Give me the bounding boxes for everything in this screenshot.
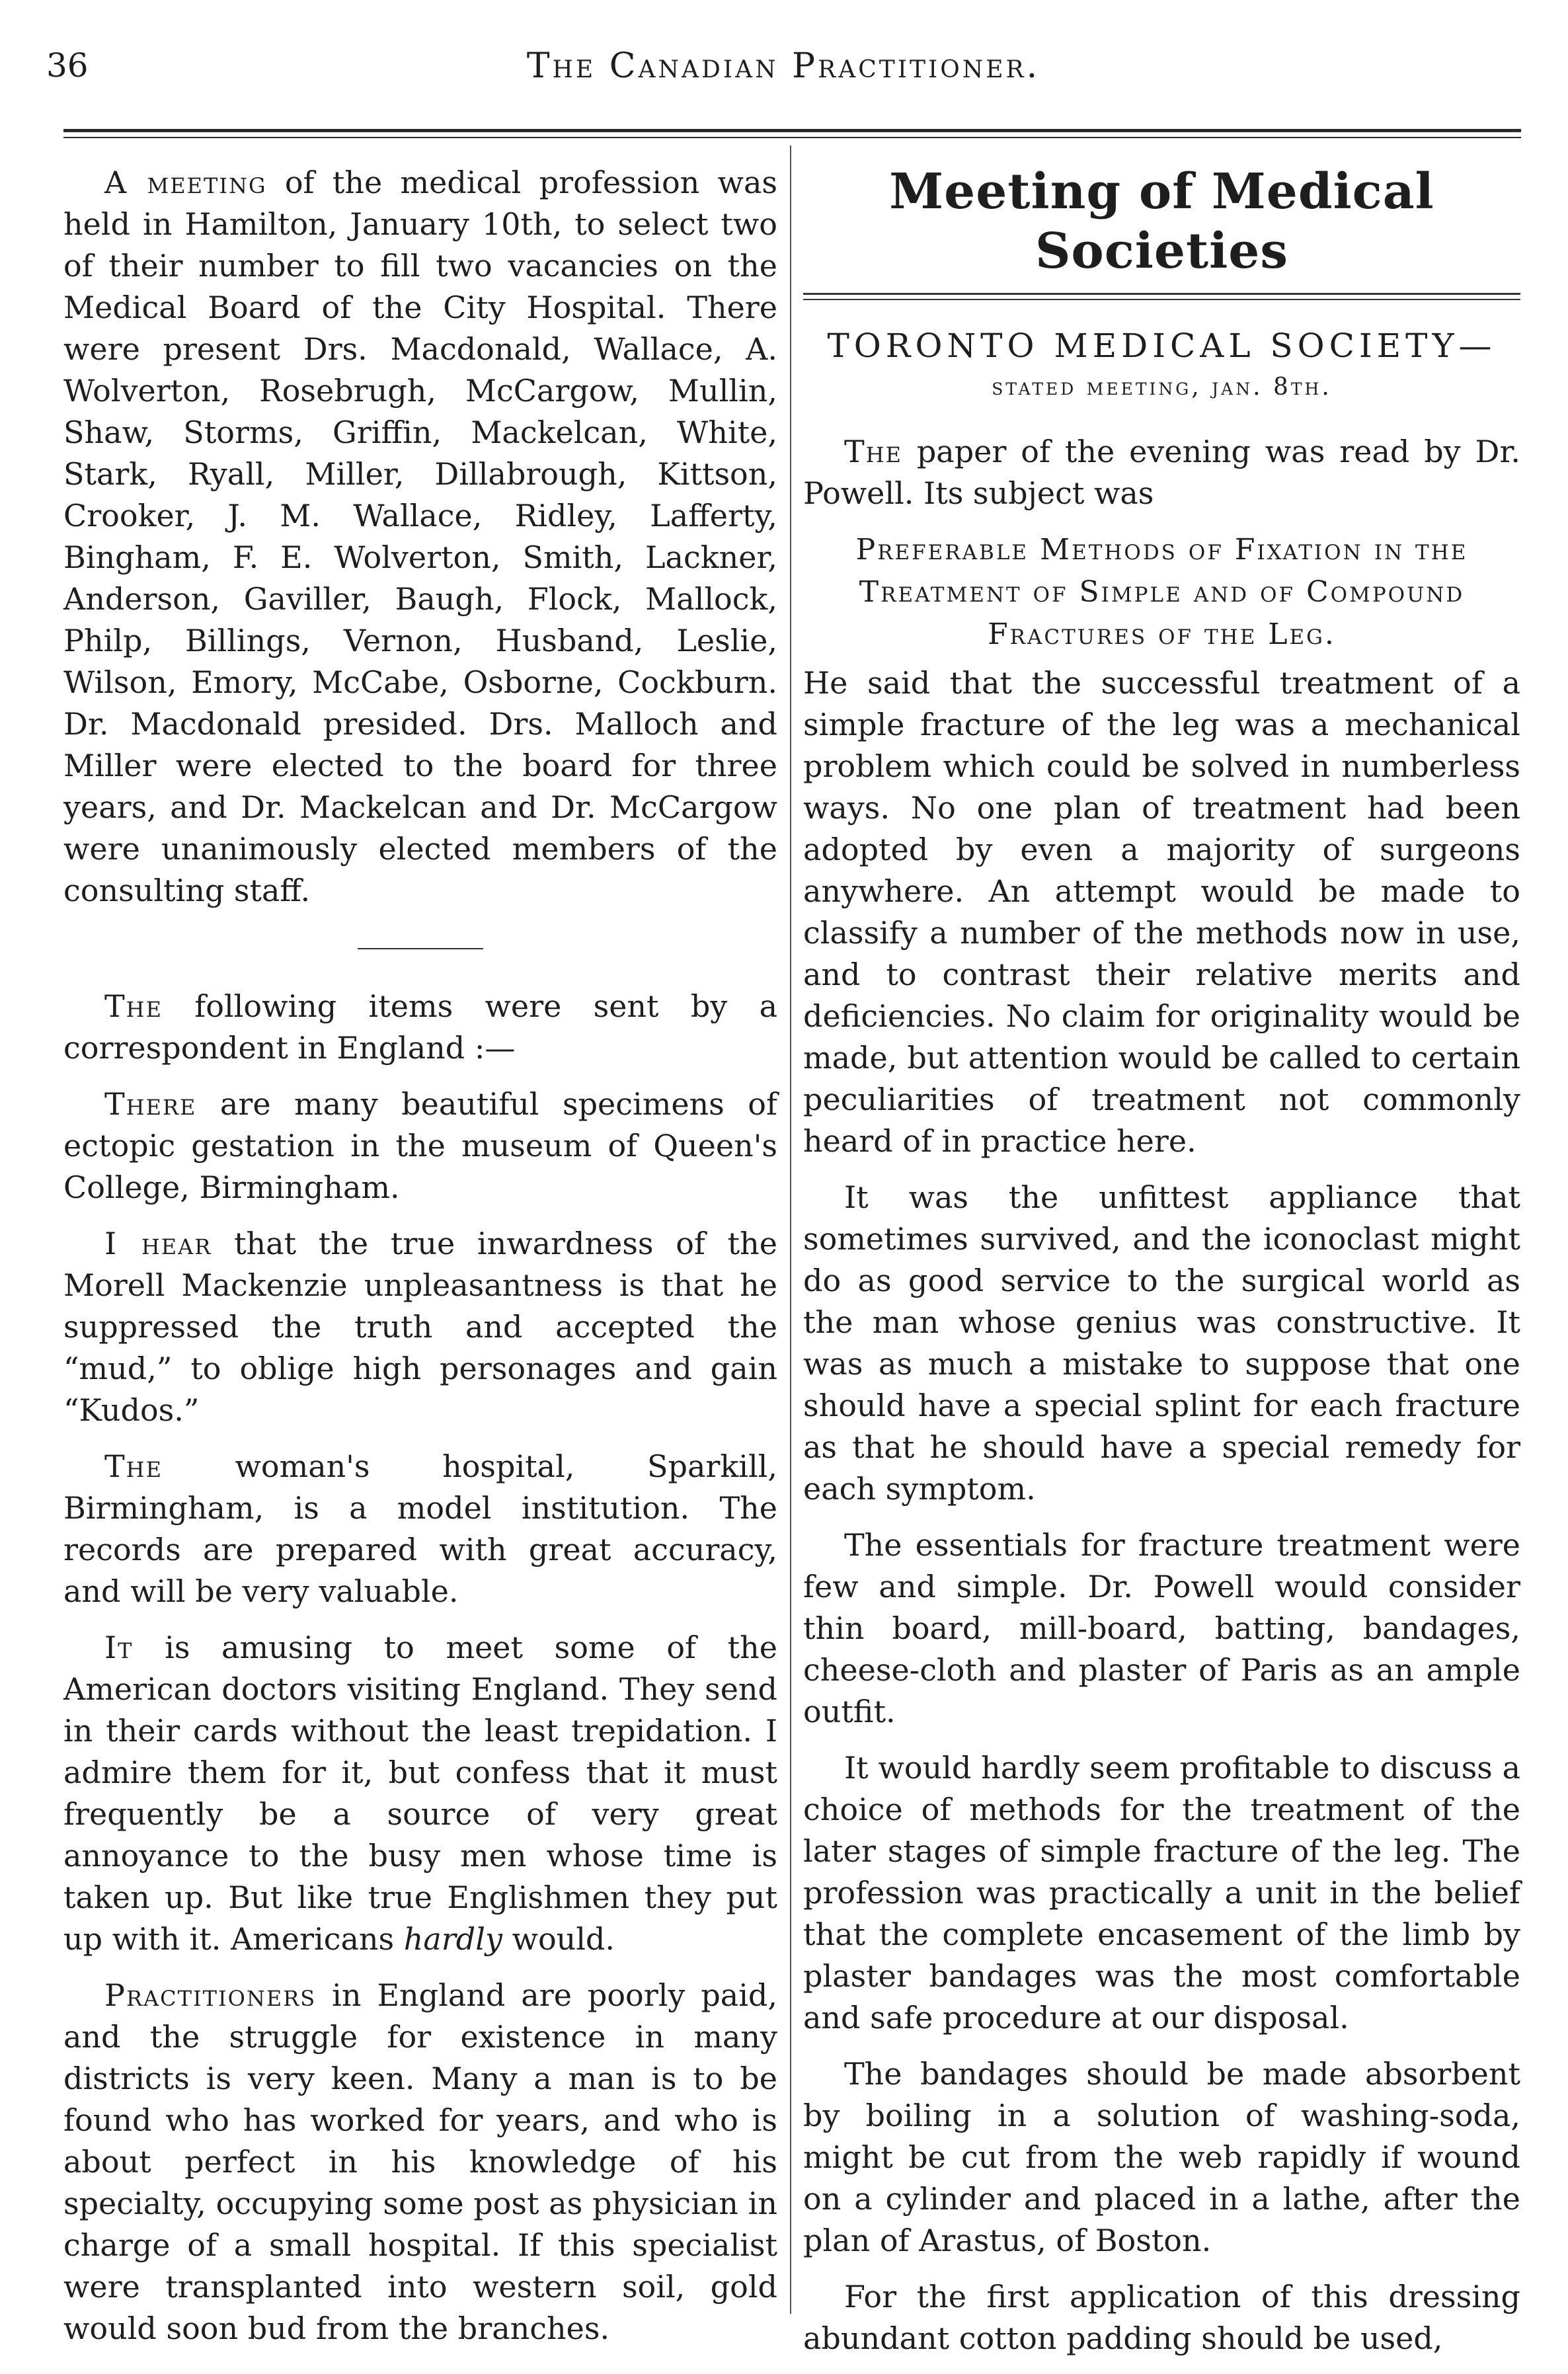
right-column — [803, 162, 1520, 2374]
item-paragraph: It is amusing to meet some of the American doctors visiting England. They send in their cards without the least trepidation. I admire them for it, but confess that it must frequently be a source of very great annoyance to the busy men whose time is taken up. But like true Englishmen they put up with it. Americans hardly would. — [63, 1630, 777, 1957]
header-rule-thin — [63, 137, 1521, 138]
body-paragraph: The bandages should be made absorbent by boiling in a solution of washing-soda, might be cut from the web rapidly if wound on a cylinder and placed in a lathe, after the plan of Arastus, of Boston. — [803, 2056, 1520, 2258]
meeting-date: stated meeting, jan. 8th. — [992, 374, 1332, 401]
body-paragraph: For the first application of this dressing abundant cotton padding should be used, — [803, 2279, 1520, 2356]
page-header — [46, 46, 1520, 99]
item-paragraph: There are many beautiful specimens of ectopic gestation in the museum of Queen's College, Birmingham. — [63, 1086, 777, 1205]
items-intro-paragraph: The following items were sent by a correspondent in England :— — [63, 988, 777, 1066]
heading-rule — [803, 293, 1520, 300]
body-paragraph: It was the unfittest appliance that sometimes survived, and the iconoclast might do as good service to the surgical world as the man whose genius was constructive. It was as much a mistake to suppose that one should have a special splint for each fracture as that he should have a special remedy for each symptom. — [803, 1179, 1520, 1507]
meeting-paragraph: A meeting of the medical profession was held in Hamilton, January 10th, to select two of their number to fill two vacancies on the Medical Board of the City Hospital. There were present Drs. Macdonald, Wallace, A. Wolverton, Rosebrugh, McCargow, Mullin, Shaw, Storms, Griffin, Mackelcan, White, Stark, Ryall, Miller, Dillabrough, Kittson, Crooker, J. M. Wallace, Ridley, Lafferty, Bingham, F. E. Wolverton, Smith, Lackner, Anderson, Gaviller, Baugh, Flock, Mallock, Philp, Billings, Vernon, Husband, Leslie, Wilson, Emory, McCabe, Osborne, Cockburn. Dr. Macdonald presided. Drs. Malloch and Miller were elected to the board for three years, and Dr. Mackelcan and Dr. McCargow were unanimously elected members of the consulting staff. — [63, 165, 777, 908]
item-paragraph: Practitioners in England are poorly paid, and the struggle for existence in many districts is very keen. Many a man is to be found who has worked for years, and who is about perfect in his knowledge of his specialty, occupying some post as physician in charge of a small hospital. If this specialist were transplanted into western soil, gold would soon bud from the branches. — [63, 1977, 777, 2346]
section-divider — [358, 948, 483, 949]
society-name: TORONTO MEDICAL SOCIETY— — [827, 327, 1497, 365]
paper-intro-paragraph: The paper of the evening was read by Dr. Powell. Its subject was — [803, 434, 1520, 511]
column-separator — [790, 145, 791, 2314]
body-paragraph: He said that the successful treatment of a simple fracture of the leg was a mechanical problem which could be solved in numberless ways. No one plan of treatment had been adopted by even a majority of surgeons anywhere. An attempt would be made to classify a number of the methods now in use, and to contrast their relative merits and deficiencies. No claim for originality would be made, but attention would be called to certain peculiarities of treatment not commonly heard of in practice here. — [803, 665, 1520, 1159]
header-rule-thick — [63, 129, 1521, 132]
body-paragraph: The essentials for fracture treatment were few and simple. Dr. Powell would consider thin board, mill-board, batting, bandages, cheese-cloth and plaster of Paris as an ample outfit. — [803, 1527, 1520, 1729]
paper-title: Preferable Methods of Fixation in the Treatment of Simple and of Compound Fractures of the Leg. — [855, 533, 1468, 651]
body-paragraph: It would hardly seem profitable to discuss a choice of methods for the treatment of the later stages of simple fracture of the leg. The profession was practically a unit in the belief that the complete encasement of the limb by plaster bandages was the most comfortable and safe procedure at our disposal. — [803, 1750, 1520, 2036]
page-number: 36 — [46, 46, 89, 85]
item-paragraph: The woman's hospital, Sparkill, Birmingham, is a model institution. The records are prepared with great accuracy, and will be very valuable. — [63, 1448, 777, 1609]
journal-title: The Canadian Practitioner. — [526, 46, 1040, 86]
section-heading: Meeting of Medical Societies — [889, 163, 1434, 280]
left-column — [63, 162, 777, 2364]
item-paragraph: I hear that the true inwardness of the Morell Mackenzie unpleasantness is that he suppressed the truth and accepted the “mud,” to oblige high personages and gain “Kudos.” — [63, 1226, 777, 1428]
